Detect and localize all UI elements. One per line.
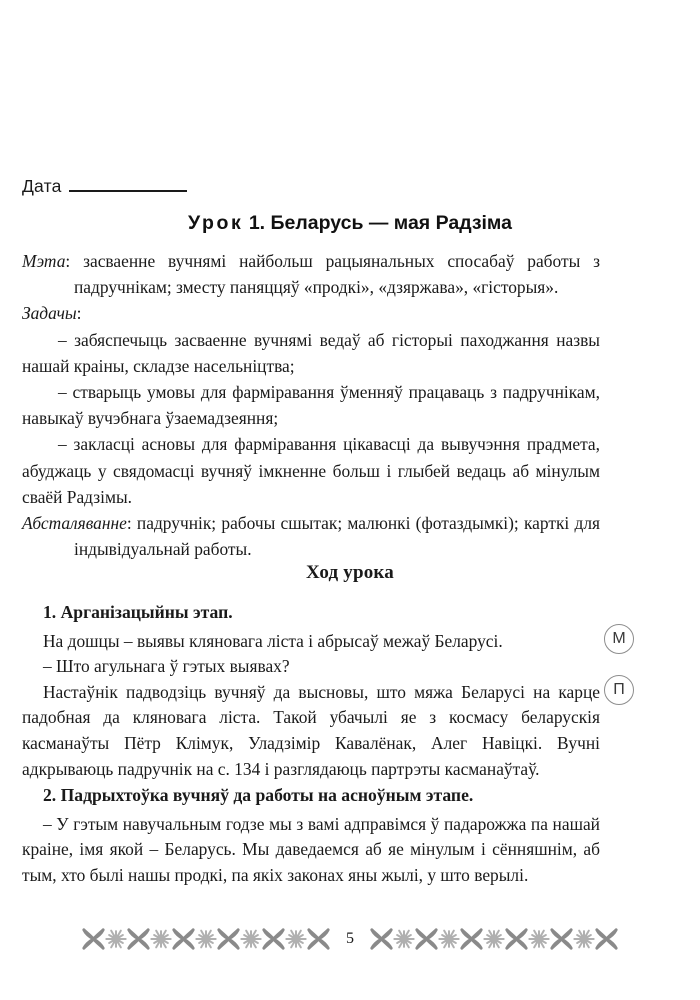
- section-organizational: [22, 600, 600, 782]
- margin-marker-letter: М: [612, 630, 626, 647]
- lesson-title-rest: 1. Беларусь — мая Радзіма: [243, 212, 512, 234]
- margin-marker-letter: П: [613, 681, 625, 698]
- ornament-x-icon: [550, 926, 573, 952]
- date-row: [22, 176, 187, 197]
- section-paragraph: – Што агульнага ў гэтых выявах?: [43, 656, 290, 677]
- date-label: Дата: [22, 176, 62, 196]
- ornament-x-icon: [82, 926, 105, 952]
- lesson-meta-block: [22, 248, 600, 562]
- equipment-text: падручнік; рабочы сшытак; малюнкі (фотаздымкі); карткі для індывідуальнай работы.: [74, 513, 600, 560]
- ornament-x-icon: [595, 926, 618, 952]
- ornament-x-icon: [505, 926, 528, 952]
- course-heading: Ход урока: [306, 562, 394, 583]
- ornament-starburst-icon: [195, 926, 217, 952]
- goal-paragraph: [22, 248, 600, 300]
- ornament-starburst-icon: [105, 926, 127, 952]
- ornament-x-icon: [415, 926, 438, 952]
- section-paragraph: На дошцы – выявы кляновага ліста і абрысаў межаў Беларусі.: [43, 630, 503, 651]
- page-number: 5: [346, 930, 354, 947]
- ornament-starburst-icon: [240, 926, 262, 952]
- ornament-starburst-icon: [483, 926, 505, 952]
- section-heading: 2. Падрыхтоўка вучняў да работы на асноўным этапе.: [43, 785, 474, 805]
- task-item: – стварыць умовы для фарміравання ўменняў працаваць з падручнікам, навыкаў вучэбнага ўзаемадзеяння;: [22, 382, 600, 429]
- ornament-starburst-icon: [150, 926, 172, 952]
- task-item: – забяспечыць засваенне вучнямі ведаў аб гісторыі паходжання назвы нашай краіны, складзе насельніцтва;: [22, 329, 600, 376]
- ornament-x-icon: [217, 926, 240, 952]
- equipment-label: Абсталяванне: [22, 513, 127, 534]
- goal-separator: :: [65, 251, 84, 271]
- tasks-list: [22, 327, 600, 510]
- section-paragraph: Настаўнік падводзіць вучняў да высновы, што мяжа Беларусі на карце падобная да кляновага ліста. Такой убачылі яе з космасу беларускія касманаўты Пётр Клімук, Уладзімір Кавалёнак, Алег Навіцкі. Вучні адкрываюць падручнік на с. 134 і разглядаюць партрэты касманаўтаў.: [22, 681, 600, 779]
- ornament-x-icon: [127, 926, 150, 952]
- margin-marker-p: [604, 675, 634, 705]
- ornament-x-icon: [307, 926, 330, 952]
- tasks-label: Задачы: [22, 303, 77, 324]
- page-title: [0, 212, 700, 235]
- task-item: – закласці асновы для фарміравання цікавасці да вывучэння прадмета, абуджаць у свядомасці вучняў імкненне больш і глыбей ведаць аб мінулым сваёй Радзімы.: [22, 434, 600, 507]
- ornament-starburst-icon: [393, 926, 415, 952]
- section-preparation: [22, 783, 600, 888]
- lesson-title-prefix: Урок: [188, 212, 244, 234]
- ornament-x-icon: [370, 926, 393, 952]
- equipment-paragraph: [22, 510, 600, 562]
- goal-label: Мэта: [22, 251, 66, 271]
- ornament-starburst-icon: [573, 926, 595, 952]
- equipment-separator: :: [126, 513, 137, 534]
- ornament-x-icon: [262, 926, 285, 952]
- margin-marker-m: [604, 624, 634, 654]
- tasks-separator: :: [76, 303, 82, 324]
- goal-text: засваенне вучнямі найбольш рацыянальных спосабаў работы з падручнікам; зместу паняццяў «продкі», «дзяржава», «гісторыя».: [74, 251, 600, 298]
- section-paragraph: – У гэтым навучальным годзе мы з вамі адправімся ў падарожжа па нашай краіне, імя якой – Беларусь. Мы даведаемся аб яе мінулым і сённяшнім, аб тым, хто былі нашы продкі, па якіх законах яны жылі, у што верылі.: [22, 813, 600, 885]
- date-blank-field[interactable]: [69, 179, 187, 192]
- ornament-starburst-icon: [528, 926, 550, 952]
- section-heading: 1. Арганізацыйны этап.: [43, 602, 233, 622]
- ornament-band-left: [82, 926, 330, 952]
- ornament-band-right: [370, 926, 618, 952]
- tasks-label-row: [22, 300, 600, 326]
- ornament-starburst-icon: [285, 926, 307, 952]
- ornament-x-icon: [172, 926, 195, 952]
- ornament-x-icon: [460, 926, 483, 952]
- ornament-starburst-icon: [438, 926, 460, 952]
- page-footer: [0, 922, 700, 956]
